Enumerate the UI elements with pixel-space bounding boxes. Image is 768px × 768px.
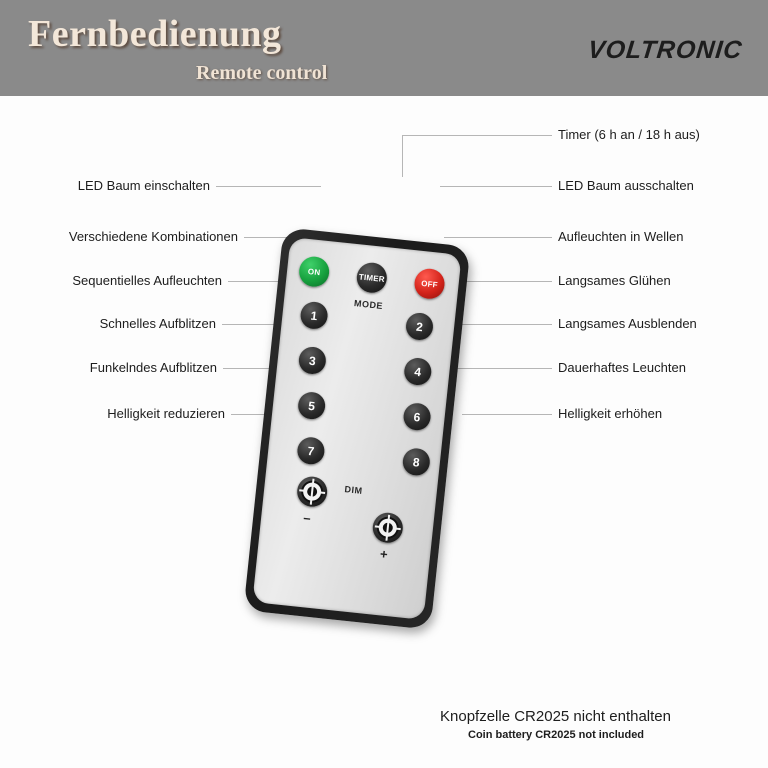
connector-line bbox=[402, 135, 552, 136]
callout-waves: Aufleuchten in Wellen bbox=[558, 229, 684, 244]
mode-label: MODE bbox=[353, 298, 384, 312]
dim-up-button[interactable] bbox=[371, 511, 404, 544]
callout-twinkle-flash: Funkelndes Aufblitzen bbox=[89, 360, 217, 375]
brand-logo: VOLTRONIC bbox=[586, 36, 744, 64]
dim-label: DIM bbox=[344, 484, 364, 496]
callout-led-off: LED Baum ausschalten bbox=[558, 178, 694, 193]
button-6[interactable]: 6 bbox=[402, 402, 432, 432]
callout-slow-glow: Langsames Glühen bbox=[558, 273, 671, 288]
button-8[interactable]: 8 bbox=[401, 447, 431, 477]
connector-line bbox=[457, 368, 552, 369]
dim-plus-label: + bbox=[379, 546, 389, 562]
button-3[interactable]: 3 bbox=[298, 346, 328, 376]
callout-brightness-down: Helligkeit reduzieren bbox=[107, 406, 225, 421]
button-4[interactable]: 4 bbox=[403, 357, 433, 387]
connector-line bbox=[440, 186, 552, 187]
callout-fast-flash: Schnelles Aufblitzen bbox=[99, 316, 216, 331]
dim-down-button[interactable] bbox=[296, 475, 329, 508]
callout-slow-fade: Langsames Ausblenden bbox=[558, 316, 697, 331]
battery-note-de: Knopfzelle CR2025 nicht enthalten bbox=[440, 708, 671, 725]
diagram-canvas bbox=[0, 96, 768, 768]
callout-timer: Timer (6 h an / 18 h aus) bbox=[558, 127, 700, 142]
brightness-icon bbox=[302, 482, 322, 502]
connector-line bbox=[462, 414, 552, 415]
button-7[interactable]: 7 bbox=[296, 436, 326, 466]
page-title: Fernbedienung bbox=[28, 13, 282, 55]
on-button[interactable]: ON bbox=[298, 255, 331, 288]
callout-led-on: LED Baum einschalten bbox=[77, 178, 210, 193]
connector-line bbox=[444, 237, 552, 238]
header-banner bbox=[0, 0, 768, 97]
timer-button[interactable]: TIMER bbox=[355, 261, 388, 294]
page-subtitle: Remote control bbox=[196, 62, 328, 84]
connector-line bbox=[216, 186, 321, 187]
off-button[interactable]: OFF bbox=[413, 267, 446, 300]
callout-steady-light: Dauerhaftes Leuchten bbox=[558, 360, 686, 375]
connector-line bbox=[402, 135, 403, 177]
remote-faceplate bbox=[252, 237, 461, 620]
connector-line bbox=[453, 324, 552, 325]
battery-note-en: Coin battery CR2025 not included bbox=[468, 729, 645, 741]
button-1[interactable]: 1 bbox=[299, 301, 329, 331]
button-5[interactable]: 5 bbox=[297, 391, 327, 421]
remote-control-device bbox=[243, 227, 470, 630]
callout-sequential: Sequentielles Aufleuchten bbox=[72, 273, 222, 288]
callout-brightness-up: Helligkeit erhöhen bbox=[558, 406, 663, 421]
callout-combinations: Verschiedene Kombinationen bbox=[68, 229, 238, 244]
dim-minus-label: – bbox=[302, 509, 312, 526]
brightness-icon bbox=[378, 518, 398, 538]
button-2[interactable]: 2 bbox=[405, 312, 435, 342]
